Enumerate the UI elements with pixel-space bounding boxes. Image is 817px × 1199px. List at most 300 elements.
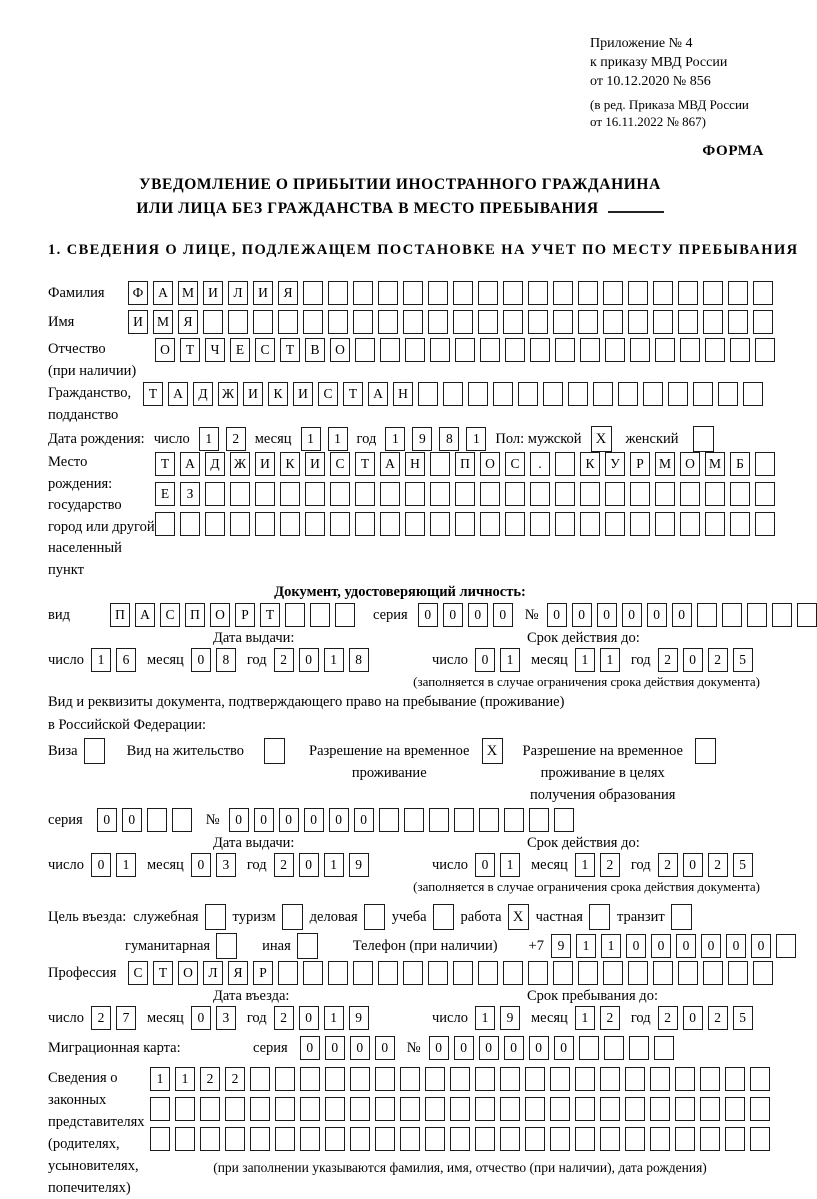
char-cell[interactable] bbox=[310, 603, 330, 627]
char-cell[interactable] bbox=[579, 1036, 599, 1060]
sex-female-checkbox[interactable] bbox=[693, 426, 714, 452]
char-cell[interactable] bbox=[525, 1067, 545, 1091]
char-cell[interactable] bbox=[330, 512, 350, 536]
char-cell[interactable] bbox=[605, 338, 625, 362]
char-cell[interactable] bbox=[603, 961, 623, 985]
char-cell[interactable] bbox=[630, 482, 650, 506]
char-cell[interactable]: С bbox=[318, 382, 338, 406]
char-cell[interactable] bbox=[285, 603, 305, 627]
char-cell[interactable] bbox=[555, 338, 575, 362]
char-cell[interactable] bbox=[728, 281, 748, 305]
char-cell[interactable]: Я bbox=[178, 310, 198, 334]
char-cell[interactable]: С bbox=[330, 452, 350, 476]
char-cell[interactable]: 8 bbox=[349, 648, 369, 672]
purpose-other-checkbox[interactable] bbox=[297, 933, 318, 959]
char-cell[interactable] bbox=[147, 808, 167, 832]
char-cell[interactable]: 0 bbox=[299, 1006, 319, 1030]
char-cell[interactable] bbox=[650, 1067, 670, 1091]
char-cell[interactable] bbox=[405, 482, 425, 506]
char-cell[interactable] bbox=[575, 1097, 595, 1121]
char-cell[interactable]: Ж bbox=[218, 382, 238, 406]
char-cell[interactable]: 2 bbox=[658, 853, 678, 877]
char-cell[interactable]: 9 bbox=[349, 853, 369, 877]
char-cell[interactable]: И bbox=[203, 281, 223, 305]
char-cell[interactable]: 0 bbox=[329, 808, 349, 832]
char-cell[interactable]: 2 bbox=[708, 1006, 728, 1030]
char-cell[interactable] bbox=[405, 338, 425, 362]
char-cell[interactable] bbox=[705, 338, 725, 362]
char-cell[interactable]: Т bbox=[343, 382, 363, 406]
char-cell[interactable] bbox=[578, 310, 598, 334]
char-cell[interactable]: Р bbox=[253, 961, 273, 985]
char-cell[interactable] bbox=[625, 1097, 645, 1121]
char-cell[interactable] bbox=[555, 482, 575, 506]
char-cell[interactable]: И bbox=[305, 452, 325, 476]
char-cell[interactable] bbox=[755, 452, 775, 476]
char-cell[interactable] bbox=[653, 961, 673, 985]
char-cell[interactable]: П bbox=[455, 452, 475, 476]
char-cell[interactable]: 0 bbox=[626, 934, 646, 958]
char-cell[interactable]: 0 bbox=[475, 853, 495, 877]
char-cell[interactable] bbox=[335, 603, 355, 627]
char-cell[interactable]: Е bbox=[230, 338, 250, 362]
char-cell[interactable]: Т bbox=[260, 603, 280, 627]
char-cell[interactable]: Р bbox=[630, 452, 650, 476]
char-cell[interactable]: 0 bbox=[279, 808, 299, 832]
char-cell[interactable]: С bbox=[160, 603, 180, 627]
char-cell[interactable] bbox=[253, 310, 273, 334]
char-cell[interactable] bbox=[728, 961, 748, 985]
char-cell[interactable]: И bbox=[255, 452, 275, 476]
char-cell[interactable] bbox=[600, 1067, 620, 1091]
char-cell[interactable] bbox=[772, 603, 792, 627]
char-cell[interactable]: О bbox=[178, 961, 198, 985]
char-cell[interactable] bbox=[628, 961, 648, 985]
char-cell[interactable]: 9 bbox=[412, 427, 432, 451]
char-cell[interactable] bbox=[629, 1036, 649, 1060]
char-cell[interactable] bbox=[675, 1127, 695, 1151]
char-cell[interactable] bbox=[505, 482, 525, 506]
char-cell[interactable] bbox=[300, 1127, 320, 1151]
char-cell[interactable]: Н bbox=[393, 382, 413, 406]
char-cell[interactable]: А bbox=[368, 382, 388, 406]
char-cell[interactable]: С bbox=[505, 452, 525, 476]
char-cell[interactable]: 0 bbox=[726, 934, 746, 958]
char-cell[interactable] bbox=[603, 310, 623, 334]
char-cell[interactable]: 2 bbox=[225, 1067, 245, 1091]
char-cell[interactable] bbox=[580, 512, 600, 536]
char-cell[interactable] bbox=[355, 512, 375, 536]
char-cell[interactable] bbox=[328, 310, 348, 334]
char-cell[interactable] bbox=[728, 310, 748, 334]
char-cell[interactable]: 0 bbox=[454, 1036, 474, 1060]
char-cell[interactable]: Ж bbox=[230, 452, 250, 476]
char-cell[interactable]: 0 bbox=[572, 603, 592, 627]
char-cell[interactable] bbox=[528, 310, 548, 334]
char-cell[interactable] bbox=[705, 482, 725, 506]
char-cell[interactable]: 2 bbox=[274, 1006, 294, 1030]
char-cell[interactable]: 1 bbox=[500, 648, 520, 672]
char-cell[interactable] bbox=[380, 512, 400, 536]
char-cell[interactable] bbox=[700, 1067, 720, 1091]
temp-permit-edu-checkbox[interactable] bbox=[695, 738, 716, 764]
char-cell[interactable] bbox=[493, 382, 513, 406]
char-cell[interactable]: К bbox=[580, 452, 600, 476]
char-cell[interactable] bbox=[479, 808, 499, 832]
char-cell[interactable]: 0 bbox=[622, 603, 642, 627]
char-cell[interactable] bbox=[578, 961, 598, 985]
char-cell[interactable] bbox=[628, 281, 648, 305]
char-cell[interactable] bbox=[278, 310, 298, 334]
char-cell[interactable]: 2 bbox=[200, 1067, 220, 1091]
char-cell[interactable]: 0 bbox=[479, 1036, 499, 1060]
char-cell[interactable] bbox=[400, 1097, 420, 1121]
char-cell[interactable]: 0 bbox=[375, 1036, 395, 1060]
char-cell[interactable]: 0 bbox=[354, 808, 374, 832]
char-cell[interactable] bbox=[205, 512, 225, 536]
char-cell[interactable]: 0 bbox=[350, 1036, 370, 1060]
char-cell[interactable]: Р bbox=[235, 603, 255, 627]
char-cell[interactable] bbox=[480, 482, 500, 506]
char-cell[interactable]: 5 bbox=[733, 1006, 753, 1030]
char-cell[interactable]: 8 bbox=[216, 648, 236, 672]
char-cell[interactable] bbox=[568, 382, 588, 406]
char-cell[interactable]: 0 bbox=[647, 603, 667, 627]
char-cell[interactable]: 5 bbox=[733, 853, 753, 877]
char-cell[interactable] bbox=[250, 1127, 270, 1151]
char-cell[interactable]: Ч bbox=[205, 338, 225, 362]
char-cell[interactable]: 1 bbox=[500, 853, 520, 877]
char-cell[interactable]: 0 bbox=[418, 603, 438, 627]
char-cell[interactable] bbox=[630, 512, 650, 536]
char-cell[interactable] bbox=[503, 310, 523, 334]
char-cell[interactable]: 0 bbox=[468, 603, 488, 627]
char-cell[interactable] bbox=[480, 512, 500, 536]
sex-male-checkbox[interactable]: X bbox=[591, 426, 612, 452]
char-cell[interactable] bbox=[776, 934, 796, 958]
char-cell[interactable]: 0 bbox=[299, 853, 319, 877]
char-cell[interactable] bbox=[529, 808, 549, 832]
char-cell[interactable]: К bbox=[268, 382, 288, 406]
char-cell[interactable] bbox=[625, 1127, 645, 1151]
char-cell[interactable] bbox=[653, 281, 673, 305]
char-cell[interactable] bbox=[725, 1097, 745, 1121]
char-cell[interactable]: 1 bbox=[328, 427, 348, 451]
char-cell[interactable] bbox=[403, 310, 423, 334]
char-cell[interactable] bbox=[325, 1127, 345, 1151]
char-cell[interactable] bbox=[325, 1067, 345, 1091]
char-cell[interactable]: 3 bbox=[216, 1006, 236, 1030]
char-cell[interactable] bbox=[350, 1097, 370, 1121]
char-cell[interactable] bbox=[400, 1127, 420, 1151]
char-cell[interactable]: 1 bbox=[575, 1006, 595, 1030]
char-cell[interactable] bbox=[200, 1097, 220, 1121]
char-cell[interactable]: И bbox=[253, 281, 273, 305]
char-cell[interactable] bbox=[428, 310, 448, 334]
char-cell[interactable] bbox=[797, 603, 817, 627]
char-cell[interactable]: 2 bbox=[274, 853, 294, 877]
char-cell[interactable]: 2 bbox=[91, 1006, 111, 1030]
char-cell[interactable] bbox=[203, 310, 223, 334]
char-cell[interactable]: 7 bbox=[116, 1006, 136, 1030]
char-cell[interactable]: 0 bbox=[191, 648, 211, 672]
char-cell[interactable] bbox=[750, 1067, 770, 1091]
char-cell[interactable] bbox=[275, 1067, 295, 1091]
char-cell[interactable] bbox=[230, 512, 250, 536]
char-cell[interactable] bbox=[430, 482, 450, 506]
char-cell[interactable] bbox=[425, 1127, 445, 1151]
char-cell[interactable] bbox=[355, 482, 375, 506]
char-cell[interactable]: 2 bbox=[600, 853, 620, 877]
char-cell[interactable] bbox=[430, 338, 450, 362]
char-cell[interactable] bbox=[628, 310, 648, 334]
char-cell[interactable] bbox=[550, 1127, 570, 1151]
char-cell[interactable]: 6 bbox=[116, 648, 136, 672]
char-cell[interactable] bbox=[468, 382, 488, 406]
purpose-tourism-checkbox[interactable] bbox=[282, 904, 303, 930]
char-cell[interactable] bbox=[750, 1097, 770, 1121]
char-cell[interactable] bbox=[655, 482, 675, 506]
char-cell[interactable] bbox=[654, 1036, 674, 1060]
char-cell[interactable] bbox=[668, 382, 688, 406]
char-cell[interactable] bbox=[505, 512, 525, 536]
char-cell[interactable] bbox=[753, 961, 773, 985]
char-cell[interactable] bbox=[205, 482, 225, 506]
char-cell[interactable] bbox=[643, 382, 663, 406]
char-cell[interactable]: 1 bbox=[175, 1067, 195, 1091]
char-cell[interactable]: Л bbox=[203, 961, 223, 985]
char-cell[interactable] bbox=[650, 1127, 670, 1151]
char-cell[interactable]: Т bbox=[153, 961, 173, 985]
char-cell[interactable]: 0 bbox=[475, 648, 495, 672]
char-cell[interactable]: 0 bbox=[672, 603, 692, 627]
char-cell[interactable] bbox=[578, 281, 598, 305]
char-cell[interactable] bbox=[172, 808, 192, 832]
char-cell[interactable]: О bbox=[155, 338, 175, 362]
char-cell[interactable]: 0 bbox=[443, 603, 463, 627]
char-cell[interactable] bbox=[525, 1097, 545, 1121]
char-cell[interactable] bbox=[225, 1127, 245, 1151]
char-cell[interactable]: 1 bbox=[324, 648, 344, 672]
char-cell[interactable] bbox=[443, 382, 463, 406]
char-cell[interactable]: 1 bbox=[199, 427, 219, 451]
char-cell[interactable] bbox=[155, 512, 175, 536]
char-cell[interactable] bbox=[703, 310, 723, 334]
char-cell[interactable]: 1 bbox=[385, 427, 405, 451]
char-cell[interactable] bbox=[303, 281, 323, 305]
char-cell[interactable] bbox=[330, 482, 350, 506]
char-cell[interactable] bbox=[405, 512, 425, 536]
char-cell[interactable]: К bbox=[280, 452, 300, 476]
char-cell[interactable]: 0 bbox=[683, 853, 703, 877]
char-cell[interactable] bbox=[550, 1067, 570, 1091]
char-cell[interactable] bbox=[450, 1067, 470, 1091]
char-cell[interactable] bbox=[580, 482, 600, 506]
char-cell[interactable] bbox=[503, 281, 523, 305]
char-cell[interactable] bbox=[755, 338, 775, 362]
char-cell[interactable] bbox=[478, 310, 498, 334]
char-cell[interactable] bbox=[553, 961, 573, 985]
temp-permit-checkbox[interactable]: X bbox=[482, 738, 503, 764]
char-cell[interactable] bbox=[428, 281, 448, 305]
char-cell[interactable]: 1 bbox=[466, 427, 486, 451]
char-cell[interactable] bbox=[605, 512, 625, 536]
char-cell[interactable]: 0 bbox=[300, 1036, 320, 1060]
char-cell[interactable] bbox=[353, 961, 373, 985]
char-cell[interactable] bbox=[725, 1067, 745, 1091]
char-cell[interactable]: С bbox=[255, 338, 275, 362]
char-cell[interactable] bbox=[678, 310, 698, 334]
char-cell[interactable] bbox=[430, 512, 450, 536]
char-cell[interactable] bbox=[655, 338, 675, 362]
char-cell[interactable] bbox=[600, 1127, 620, 1151]
char-cell[interactable]: Д bbox=[205, 452, 225, 476]
char-cell[interactable] bbox=[604, 1036, 624, 1060]
residence-permit-checkbox[interactable] bbox=[264, 738, 285, 764]
char-cell[interactable]: 0 bbox=[676, 934, 696, 958]
char-cell[interactable]: 1 bbox=[150, 1067, 170, 1091]
char-cell[interactable] bbox=[575, 1127, 595, 1151]
char-cell[interactable] bbox=[605, 482, 625, 506]
char-cell[interactable] bbox=[753, 281, 773, 305]
char-cell[interactable]: Б bbox=[730, 452, 750, 476]
char-cell[interactable] bbox=[480, 338, 500, 362]
char-cell[interactable]: М bbox=[153, 310, 173, 334]
char-cell[interactable]: 0 bbox=[191, 1006, 211, 1030]
char-cell[interactable] bbox=[675, 1097, 695, 1121]
char-cell[interactable]: И bbox=[243, 382, 263, 406]
char-cell[interactable] bbox=[403, 961, 423, 985]
char-cell[interactable]: П bbox=[185, 603, 205, 627]
char-cell[interactable] bbox=[175, 1127, 195, 1151]
char-cell[interactable] bbox=[300, 1067, 320, 1091]
char-cell[interactable] bbox=[697, 603, 717, 627]
char-cell[interactable] bbox=[630, 338, 650, 362]
char-cell[interactable] bbox=[379, 808, 399, 832]
char-cell[interactable] bbox=[428, 961, 448, 985]
char-cell[interactable]: 0 bbox=[91, 853, 111, 877]
char-cell[interactable] bbox=[700, 1127, 720, 1151]
char-cell[interactable] bbox=[700, 1097, 720, 1121]
char-cell[interactable]: О bbox=[680, 452, 700, 476]
char-cell[interactable]: 0 bbox=[597, 603, 617, 627]
char-cell[interactable] bbox=[575, 1067, 595, 1091]
char-cell[interactable] bbox=[453, 281, 473, 305]
char-cell[interactable] bbox=[328, 281, 348, 305]
char-cell[interactable]: 0 bbox=[325, 1036, 345, 1060]
char-cell[interactable]: М bbox=[705, 452, 725, 476]
char-cell[interactable] bbox=[228, 310, 248, 334]
char-cell[interactable] bbox=[375, 1067, 395, 1091]
char-cell[interactable]: 1 bbox=[600, 648, 620, 672]
char-cell[interactable] bbox=[303, 310, 323, 334]
char-cell[interactable] bbox=[429, 808, 449, 832]
char-cell[interactable] bbox=[555, 452, 575, 476]
char-cell[interactable] bbox=[680, 512, 700, 536]
char-cell[interactable]: 1 bbox=[601, 934, 621, 958]
char-cell[interactable] bbox=[725, 1127, 745, 1151]
char-cell[interactable]: А bbox=[380, 452, 400, 476]
purpose-work-checkbox[interactable]: X bbox=[508, 904, 529, 930]
char-cell[interactable] bbox=[430, 452, 450, 476]
char-cell[interactable] bbox=[404, 808, 424, 832]
char-cell[interactable] bbox=[475, 1097, 495, 1121]
char-cell[interactable] bbox=[755, 512, 775, 536]
char-cell[interactable]: И bbox=[128, 310, 148, 334]
char-cell[interactable] bbox=[453, 310, 473, 334]
char-cell[interactable]: А bbox=[153, 281, 173, 305]
char-cell[interactable] bbox=[478, 961, 498, 985]
char-cell[interactable] bbox=[378, 310, 398, 334]
char-cell[interactable]: 1 bbox=[324, 853, 344, 877]
char-cell[interactable] bbox=[525, 1127, 545, 1151]
char-cell[interactable]: 0 bbox=[254, 808, 274, 832]
char-cell[interactable]: О bbox=[330, 338, 350, 362]
char-cell[interactable] bbox=[450, 1127, 470, 1151]
char-cell[interactable] bbox=[530, 482, 550, 506]
char-cell[interactable]: 0 bbox=[504, 1036, 524, 1060]
char-cell[interactable] bbox=[200, 1127, 220, 1151]
char-cell[interactable] bbox=[755, 482, 775, 506]
char-cell[interactable]: 0 bbox=[229, 808, 249, 832]
char-cell[interactable]: А bbox=[180, 452, 200, 476]
char-cell[interactable] bbox=[425, 1097, 445, 1121]
char-cell[interactable]: 0 bbox=[493, 603, 513, 627]
char-cell[interactable]: Т bbox=[143, 382, 163, 406]
purpose-private-checkbox[interactable] bbox=[589, 904, 610, 930]
char-cell[interactable] bbox=[454, 808, 474, 832]
char-cell[interactable] bbox=[600, 1097, 620, 1121]
char-cell[interactable]: 0 bbox=[191, 853, 211, 877]
char-cell[interactable] bbox=[730, 482, 750, 506]
char-cell[interactable]: З bbox=[180, 482, 200, 506]
char-cell[interactable]: Т bbox=[355, 452, 375, 476]
char-cell[interactable] bbox=[528, 281, 548, 305]
char-cell[interactable]: Е bbox=[155, 482, 175, 506]
char-cell[interactable]: 1 bbox=[475, 1006, 495, 1030]
char-cell[interactable]: 2 bbox=[708, 648, 728, 672]
purpose-transit-checkbox[interactable] bbox=[671, 904, 692, 930]
char-cell[interactable] bbox=[603, 281, 623, 305]
char-cell[interactable] bbox=[528, 961, 548, 985]
char-cell[interactable] bbox=[225, 1097, 245, 1121]
char-cell[interactable] bbox=[678, 281, 698, 305]
char-cell[interactable]: Ф bbox=[128, 281, 148, 305]
char-cell[interactable]: А bbox=[135, 603, 155, 627]
char-cell[interactable] bbox=[750, 1127, 770, 1151]
char-cell[interactable] bbox=[553, 281, 573, 305]
char-cell[interactable] bbox=[180, 512, 200, 536]
char-cell[interactable] bbox=[550, 1097, 570, 1121]
char-cell[interactable]: Т bbox=[180, 338, 200, 362]
char-cell[interactable]: А bbox=[168, 382, 188, 406]
char-cell[interactable] bbox=[703, 281, 723, 305]
char-cell[interactable]: 1 bbox=[116, 853, 136, 877]
char-cell[interactable] bbox=[530, 512, 550, 536]
char-cell[interactable]: В bbox=[305, 338, 325, 362]
purpose-official-checkbox[interactable] bbox=[205, 904, 226, 930]
char-cell[interactable] bbox=[680, 338, 700, 362]
char-cell[interactable] bbox=[278, 961, 298, 985]
char-cell[interactable] bbox=[378, 961, 398, 985]
char-cell[interactable] bbox=[275, 1127, 295, 1151]
char-cell[interactable]: 2 bbox=[708, 853, 728, 877]
char-cell[interactable] bbox=[375, 1127, 395, 1151]
char-cell[interactable] bbox=[505, 338, 525, 362]
char-cell[interactable] bbox=[380, 482, 400, 506]
char-cell[interactable]: 1 bbox=[575, 648, 595, 672]
char-cell[interactable] bbox=[305, 512, 325, 536]
